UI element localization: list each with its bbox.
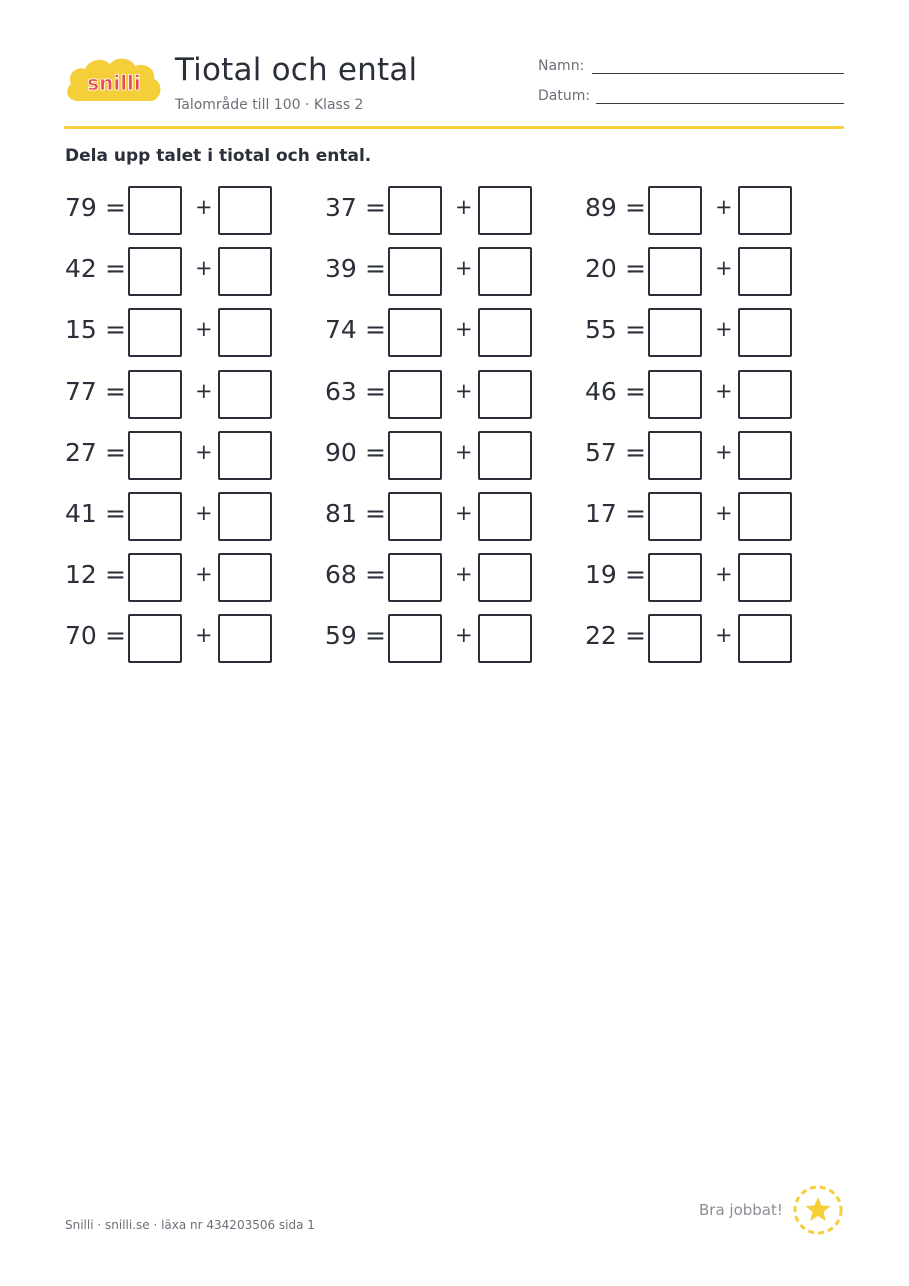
exercise-number: 79: [65, 193, 97, 222]
ones-answer-box[interactable]: [218, 308, 272, 357]
ones-answer-box[interactable]: [218, 492, 272, 541]
plus-sign: +: [455, 317, 473, 341]
exercise-item: [585, 614, 795, 662]
exercise-number: 70: [65, 621, 97, 650]
exercise-number: 89: [585, 193, 617, 222]
plus-sign: +: [195, 623, 213, 647]
equals-sign: =: [105, 377, 126, 406]
equals-sign: =: [365, 193, 386, 222]
exercise-item: [325, 431, 535, 479]
exercise-number: 22: [585, 621, 617, 650]
exercise-number: 81: [325, 499, 357, 528]
ones-answer-box[interactable]: [218, 431, 272, 480]
ones-answer-box[interactable]: [478, 370, 532, 419]
exercise-number: 77: [65, 377, 97, 406]
exercise-number: 39: [325, 254, 357, 283]
exercise-item: [585, 431, 795, 479]
plus-sign: +: [195, 562, 213, 586]
equals-sign: =: [625, 438, 646, 467]
plus-sign: +: [195, 379, 213, 403]
exercise-item: [65, 492, 275, 540]
snilli-logo: [64, 53, 164, 111]
equals-sign: =: [105, 499, 126, 528]
tens-answer-box[interactable]: [648, 247, 702, 296]
exercise-number: 27: [65, 438, 97, 467]
exercise-item: [585, 247, 795, 295]
equals-sign: =: [625, 499, 646, 528]
ones-answer-box[interactable]: [738, 553, 792, 602]
exercise-item: [325, 614, 535, 662]
tens-answer-box[interactable]: [388, 614, 442, 663]
exercise-number: 19: [585, 560, 617, 589]
ones-answer-box[interactable]: [218, 370, 272, 419]
plus-sign: +: [715, 501, 733, 525]
name-field-line[interactable]: [592, 73, 844, 74]
tens-answer-box[interactable]: [128, 186, 182, 235]
tens-answer-box[interactable]: [128, 492, 182, 541]
tens-answer-box[interactable]: [388, 431, 442, 480]
tens-answer-box[interactable]: [128, 247, 182, 296]
plus-sign: +: [715, 195, 733, 219]
tens-answer-box[interactable]: [648, 186, 702, 235]
ones-answer-box[interactable]: [478, 614, 532, 663]
ones-answer-box[interactable]: [738, 370, 792, 419]
exercise-item: [325, 308, 535, 356]
equals-sign: =: [105, 193, 126, 222]
plus-sign: +: [195, 501, 213, 525]
exercise-number: 90: [325, 438, 357, 467]
plus-sign: +: [195, 317, 213, 341]
exercise-item: [325, 186, 535, 234]
header-divider: [64, 126, 844, 129]
tens-answer-box[interactable]: [388, 370, 442, 419]
exercise-number: 74: [325, 315, 357, 344]
exercise-number: 46: [585, 377, 617, 406]
ones-answer-box[interactable]: [218, 614, 272, 663]
plus-sign: +: [455, 195, 473, 219]
tens-answer-box[interactable]: [128, 553, 182, 602]
equals-sign: =: [365, 438, 386, 467]
tens-answer-box[interactable]: [128, 431, 182, 480]
tens-answer-box[interactable]: [388, 308, 442, 357]
plus-sign: +: [715, 317, 733, 341]
equals-sign: =: [625, 621, 646, 650]
plus-sign: +: [715, 623, 733, 647]
equals-sign: =: [365, 499, 386, 528]
equals-sign: =: [625, 377, 646, 406]
exercise-item: [65, 431, 275, 479]
exercise-item: [325, 492, 535, 540]
tens-answer-box[interactable]: [388, 492, 442, 541]
logo-text: snilli: [87, 71, 141, 95]
exercise-item: [585, 553, 795, 601]
exercise-number: 57: [585, 438, 617, 467]
plus-sign: +: [195, 440, 213, 464]
exercise-item: [65, 614, 275, 662]
tens-answer-box[interactable]: [388, 553, 442, 602]
exercise-number: 68: [325, 560, 357, 589]
instruction-text: Dela upp talet i tiotal och ental.: [65, 146, 372, 166]
equals-sign: =: [365, 254, 386, 283]
equals-sign: =: [105, 438, 126, 467]
name-label: Namn:: [538, 58, 585, 74]
plus-sign: +: [455, 623, 473, 647]
ones-answer-box[interactable]: [478, 308, 532, 357]
exercise-item: [325, 247, 535, 295]
plus-sign: +: [455, 256, 473, 280]
exercise-number: 59: [325, 621, 357, 650]
equals-sign: =: [105, 621, 126, 650]
star-icon: [792, 1184, 844, 1236]
plus-sign: +: [715, 562, 733, 586]
exercise-item: [585, 186, 795, 234]
exercise-item: [585, 308, 795, 356]
ones-answer-box[interactable]: [738, 431, 792, 480]
date-label: Datum:: [538, 88, 591, 104]
ones-answer-box[interactable]: [738, 308, 792, 357]
tens-answer-box[interactable]: [388, 247, 442, 296]
plus-sign: +: [455, 440, 473, 464]
tens-answer-box[interactable]: [128, 370, 182, 419]
exercise-number: 12: [65, 560, 97, 589]
tens-answer-box[interactable]: [648, 553, 702, 602]
page-title: Tiotal och ental: [175, 52, 418, 88]
ones-answer-box[interactable]: [218, 553, 272, 602]
tens-answer-box[interactable]: [648, 308, 702, 357]
equals-sign: =: [625, 315, 646, 344]
equals-sign: =: [105, 254, 126, 283]
exercise-number: 42: [65, 254, 97, 283]
page-subtitle: Talområde till 100 · Klass 2: [175, 97, 364, 113]
tens-answer-box[interactable]: [648, 370, 702, 419]
ones-answer-box[interactable]: [738, 247, 792, 296]
praise-text: Bra jobbat!: [699, 1201, 783, 1219]
ones-answer-box[interactable]: [478, 553, 532, 602]
exercise-item: [585, 492, 795, 540]
tens-answer-box[interactable]: [648, 492, 702, 541]
plus-sign: +: [195, 256, 213, 280]
equals-sign: =: [365, 315, 386, 344]
tens-answer-box[interactable]: [648, 431, 702, 480]
exercise-item: [65, 553, 275, 601]
exercise-item: [585, 370, 795, 418]
tens-answer-box[interactable]: [128, 614, 182, 663]
plus-sign: +: [455, 562, 473, 586]
ones-answer-box[interactable]: [738, 186, 792, 235]
plus-sign: +: [455, 501, 473, 525]
equals-sign: =: [625, 254, 646, 283]
ones-answer-box[interactable]: [478, 492, 532, 541]
ones-answer-box[interactable]: [738, 492, 792, 541]
exercise-item: [325, 370, 535, 418]
ones-answer-box[interactable]: [218, 247, 272, 296]
equals-sign: =: [105, 315, 126, 344]
exercise-item: [65, 308, 275, 356]
ones-answer-box[interactable]: [478, 431, 532, 480]
tens-answer-box[interactable]: [648, 614, 702, 663]
exercise-number: 55: [585, 315, 617, 344]
equals-sign: =: [365, 560, 386, 589]
cloud-logo-icon: [64, 53, 164, 111]
ones-answer-box[interactable]: [218, 186, 272, 235]
footer-text: Snilli · snilli.se · läxa nr 434203506 sida 1: [65, 1218, 315, 1232]
plus-sign: +: [715, 256, 733, 280]
star-badge: [792, 1184, 844, 1236]
exercise-number: 63: [325, 377, 357, 406]
plus-sign: +: [715, 379, 733, 403]
exercise-number: 41: [65, 499, 97, 528]
exercise-number: 20: [585, 254, 617, 283]
plus-sign: +: [195, 195, 213, 219]
date-field-line[interactable]: [596, 103, 844, 104]
plus-sign: +: [455, 379, 473, 403]
tens-answer-box[interactable]: [128, 308, 182, 357]
equals-sign: =: [365, 377, 386, 406]
ones-answer-box[interactable]: [738, 614, 792, 663]
equals-sign: =: [105, 560, 126, 589]
exercise-item: [325, 553, 535, 601]
equals-sign: =: [625, 193, 646, 222]
ones-answer-box[interactable]: [478, 247, 532, 296]
tens-answer-box[interactable]: [388, 186, 442, 235]
exercise-item: [65, 186, 275, 234]
exercise-number: 17: [585, 499, 617, 528]
exercise-item: [65, 370, 275, 418]
plus-sign: +: [715, 440, 733, 464]
equals-sign: =: [365, 621, 386, 650]
ones-answer-box[interactable]: [478, 186, 532, 235]
exercise-number: 15: [65, 315, 97, 344]
equals-sign: =: [625, 560, 646, 589]
exercise-item: [65, 247, 275, 295]
exercise-number: 37: [325, 193, 357, 222]
